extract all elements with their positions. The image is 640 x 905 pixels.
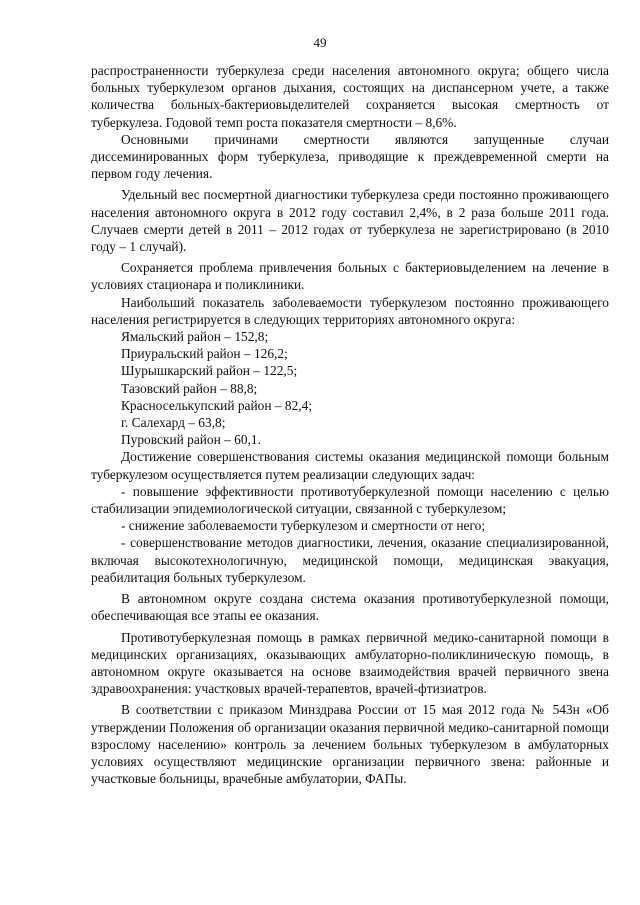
task-list: [91, 483, 609, 586]
paragraph: распространенности туберкулеза среди населения автономного округа; общего числа больных туберкулезом органов дыхания, состоящих на диспансерном учете, а также количества больных-бактериовыделителей сохраняется высокая смертность от туберкулеза. Годовой темп роста показателя смертности – 8,6%.: [91, 63, 609, 130]
list-item: - совершенствование методов диагностики, лечения, оказание специализированной, включая высокотехнологичную, медицинской помощи, медицинская эвакуация, реабилитация больных туберкулезом.: [91, 535, 609, 585]
list-item: - снижение заболеваемости туберкулезом и смертности от него;: [121, 518, 486, 534]
district-list: [91, 328, 609, 448]
list-item: Приуральский район – 126,2;: [121, 346, 288, 362]
paragraph: В автономном округе создана система оказания противотуберкулезной помощи, обеспечивающая все этапы ее оказания.: [91, 591, 609, 624]
list-item: Пуровский район – 60,1.: [121, 432, 261, 448]
page-number: 49: [313, 35, 327, 50]
paragraph: Наибольший показатель заболеваемости туберкулезом постоянно проживающего населения регистрируется в следующих территориях автономного округа:: [91, 294, 609, 327]
list-item: Красноселькупский район – 82,4;: [121, 397, 313, 413]
list-item: г. Салехард – 63,8;: [121, 415, 226, 431]
paragraph: Достижение совершенствования системы оказания медицинской помощи больным туберкулезом осуществляется путем реализации следующих задач:: [91, 449, 609, 482]
list-item: Ямальский район – 152,8;: [121, 329, 269, 345]
document-body: [91, 62, 609, 787]
paragraph: Основными причинами смертности являются запущенные случаи диссеминированных форм туберкулеза, приводящие к преждевременной смерти на первом году лечения.: [91, 131, 609, 182]
paragraph: Сохраняется проблема привлечения больных с бактериовыделением на лечение в условиях стационара и поликлиники.: [91, 260, 609, 293]
paragraph: Удельный вес посмертной диагностики туберкулеза среди постоянно проживающего населения автономного округа в 2012 году составил 2,4%, в 2 раза больше 2011 года. Случаев смерти детей в 2011 – 2012 годах от туберкулеза не зарегистрировано (в 2010 году – 1 случай).: [91, 187, 609, 255]
list-item: Шурышкарский район – 122,5;: [121, 363, 298, 379]
paragraph: В соответствии с приказом Минздрава России от 15 мая 2012 года № 543н «Об утверждении Положения об организации оказания первичной медико-санитарной помощи взрослому населению» контроль за лечением больных туберкулезом в амбулаторных условиях осуществляют медицинские организации первичного звена: районные и участковые больницы, врачебные амбулатории, ФАПы.: [91, 702, 609, 787]
list-item: Тазовский район – 88,8;: [121, 380, 258, 396]
paragraph: Противотуберкулезная помощь в рамках первичной медико-санитарной помощи в медицинских организациях, оказывающих амбулаторно-поликлиническую помощь, в автономном округе оказывается на основе взаимодействия врачей первичного звена здравоохранения: участковых врачей-терапевтов, врачей-фтизиатров.: [91, 629, 609, 697]
list-item: - повышение эффективности противотуберкулезной помощи населению с целью стабилизации эпидемиологической ситуации, связанной с туберкулезом;: [91, 483, 609, 517]
